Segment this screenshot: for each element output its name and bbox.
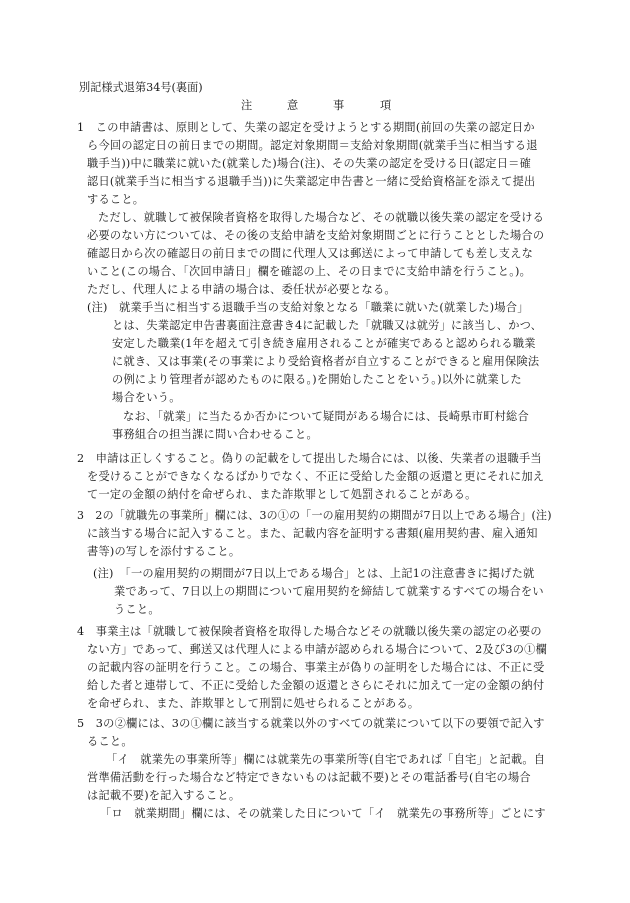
text-line: すること。	[87, 193, 145, 206]
text-line: を受けることができなくなるばかりでなく、不正に受給した金額の返還と更にそれに加え	[87, 470, 545, 483]
text-line: ること。	[87, 735, 133, 748]
text-line: いこと(この場合、「次回申請日」欄を確認の上、その日までに支給申請を行うこと。)。	[87, 265, 532, 278]
text-line: 3 2の「就職先の事業所」欄には、3の①の「一の雇用契約の期間が7日以上である場合」(注)	[77, 509, 552, 522]
text-line: (注) 就業手当に相当する退職手当の支給対象となる「職業に就いた(就業した)場合」	[87, 301, 529, 314]
text-line: 「ロ 就業期間」欄には、その就業した日について「イ 就業先の事務所等」ごとにす	[100, 807, 546, 820]
text-line: 認日(就業手当に相当する退職手当))に失業認定申告書と一緒に受給資格証を添えて提出	[87, 175, 536, 188]
text-line: 業であって、7日以上の期間について雇用契約を締結して就業するすべての場合をい	[114, 585, 544, 598]
text-line: 給した者と連帯して、不正に受給した金額の返還とさらにそれに加えて一定の金額の納付	[87, 679, 545, 692]
title-char: 注	[241, 99, 253, 112]
text-line: 営準備活動を行った場合など特定できないものは記載不要)とその電話番号(自宅の場合	[87, 771, 531, 784]
text-line: に該当する場合に記入すること。また、記載内容を証明する書類(雇用契約書、雇入通知	[87, 527, 538, 540]
title-char: 事	[333, 99, 345, 112]
text-line: て一定の金額の納付を命ぜられ、また詐欺罪として処罰されることがある。	[87, 488, 477, 501]
text-line: とは、失業認定申告書裏面注意書き4に記載した「就職又は就労」に該当し、かつ、	[112, 319, 543, 332]
text-line: は記載不要)を記入すること。	[87, 789, 241, 802]
text-line: なお、「就業」に当たるか否かについて疑問がある場合には、長崎県市町村総合	[123, 410, 529, 423]
page-title	[0, 98, 630, 114]
text-line: 「イ 就業先の事業所等」欄には就業先の事業所等(自宅であれば「自宅」と記載。自	[106, 753, 546, 766]
text-line: 職手当))中に職業に就いた(就業した)場合(注)、その失業の認定を受ける日(認定日＝確	[87, 157, 532, 170]
text-line: ら今回の認定日の前日までの期間。認定対象期間＝支給対象期間(就業手当に相当する退	[87, 139, 538, 152]
text-line: 安定した職業(1年を超えて引き続き雇用されることが確実であると認められる職業	[112, 337, 536, 350]
text-line: 2 申請は正しくすること。偽りの記載をして提出した場合には、以後、失業者の退職手当	[77, 452, 542, 465]
text-line: (注) 「一の雇用契約の期間が7日以上である場合」とは、上記1の注意書きに掲げた就	[93, 567, 535, 580]
text-line: ない方」であって、郵送又は代理人による申請が認められる場合について、2及び3の①欄	[87, 643, 548, 656]
text-line: 場合をいう。	[112, 391, 181, 404]
text-line: うこと。	[114, 603, 160, 616]
text-line: ただし、代理人による申請の場合は、委任状が必要となる。	[87, 283, 396, 296]
form-label: 別記様式退第34号(裏面)	[79, 81, 203, 94]
title-char: 意	[287, 99, 299, 112]
text-line: の例により管理者が認めたものに限る。)を開始したことをいう。)以外に就業した	[112, 373, 522, 386]
title-char: 項	[380, 99, 392, 112]
text-line: 1 この申請書は、原則として、失業の認定を受けようとする期間(前回の失業の認定日か	[77, 121, 535, 134]
text-line: 4 事業主は「就職して被保険者資格を取得した場合などその就職以後失業の認定の必要の	[77, 625, 542, 638]
text-line: を命ぜられ、また、詐欺罪として刑罰に処せられることがある。	[87, 697, 420, 710]
text-line: 書等)の写しを添付すること。	[87, 545, 241, 558]
text-line: の記載内容の証明を行うこと。この場合、事業主が偽りの証明をした場合には、不正に受	[87, 661, 545, 674]
text-line: ただし、就職して被保険者資格を取得した場合など、その就職以後失業の認定を受ける	[98, 211, 545, 224]
text-line: 必要のない方については、その後の支給申請を支給対象期間ごとに行うこととした場合の	[87, 229, 545, 242]
text-line: 確認日から次の確認日の前日までの間に代理人又は郵送によって申請しても差し支えな	[87, 247, 534, 260]
text-line: に就き、又は事業(その事業により受給資格者が自立することができると雇用保険法	[112, 355, 540, 368]
text-line: 事務組合の担当課に問い合わせること。	[112, 428, 318, 441]
text-line: 5 3の②欄には、3の①欄に該当する就業以外のすべての就業について以下の要領で記入す	[77, 717, 545, 730]
